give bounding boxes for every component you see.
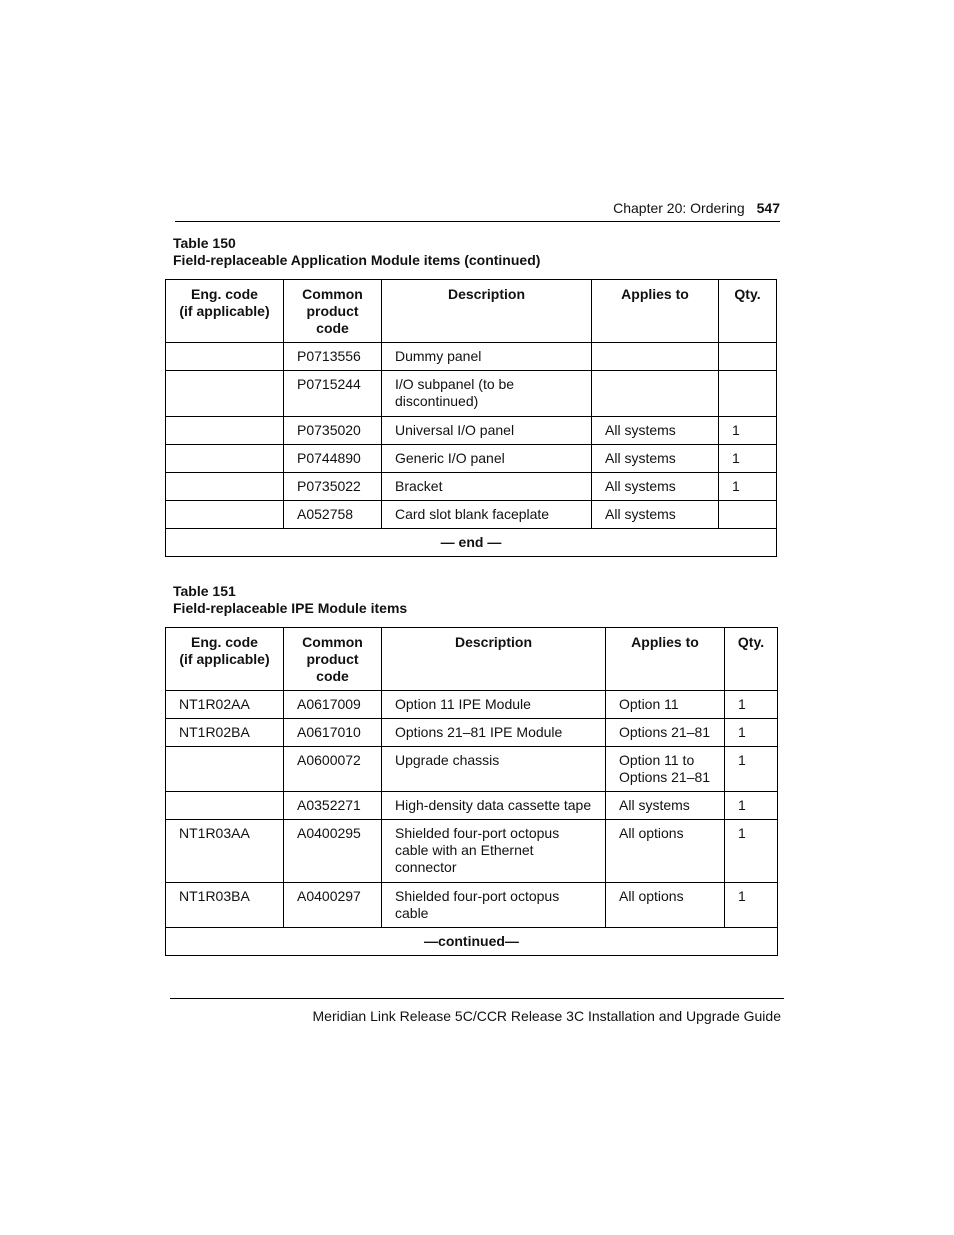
cell-eng-code: NT1R02BA: [166, 719, 284, 747]
table-row: [166, 883, 778, 928]
table-end-marker: — end —: [166, 529, 777, 557]
page-header: [175, 199, 780, 222]
cell-qty: [719, 371, 777, 417]
cell-description: Options 21–81 IPE Module: [382, 719, 606, 747]
cell-qty: 1: [725, 719, 778, 747]
cell-eng-code: [166, 343, 284, 371]
page-footer: [170, 998, 784, 1024]
cell-applies-to: [592, 371, 719, 417]
cell-eng-code: NT1R03BA: [166, 883, 284, 928]
cell-product-code: A0600072: [284, 747, 382, 792]
cell-qty: 1: [719, 445, 777, 473]
table-150-label: Table 150: [173, 235, 236, 251]
table-151: [165, 627, 778, 956]
cell-product-code: A0400295: [284, 820, 382, 883]
column-header-description: Description: [382, 280, 592, 343]
cell-description: Card slot blank faceplate: [382, 501, 592, 529]
cell-product-code: P0715244: [284, 371, 382, 417]
footer-title: Meridian Link Release 5C/CCR Release 3C Installation and Upgrade Guide: [312, 1008, 781, 1024]
cell-description: Dummy panel: [382, 343, 592, 371]
cell-qty: 1: [725, 820, 778, 883]
cell-eng-code: [166, 501, 284, 529]
cell-eng-code: [166, 371, 284, 417]
cell-eng-code: NT1R02AA: [166, 691, 284, 719]
cell-eng-code: [166, 792, 284, 820]
table-header-row: [166, 628, 778, 691]
cell-applies-to: All systems: [606, 792, 725, 820]
cell-applies-to: [592, 343, 719, 371]
column-header-product-code: Common product code: [284, 628, 382, 691]
cell-eng-code: [166, 445, 284, 473]
cell-eng-code: [166, 473, 284, 501]
table-151-title: Field-replaceable IPE Module items: [173, 600, 408, 616]
table-row: [166, 417, 777, 445]
column-header-qty: Qty.: [719, 280, 777, 343]
cell-description: Shielded four-port octopus cable with an Ethernet connector: [382, 820, 606, 883]
cell-qty: [719, 501, 777, 529]
cell-product-code: A0617009: [284, 691, 382, 719]
cell-applies-to: Option 11: [606, 691, 725, 719]
cell-eng-code: [166, 417, 284, 445]
cell-applies-to: All systems: [592, 417, 719, 445]
table-150-caption: [173, 235, 540, 269]
cell-description: Bracket: [382, 473, 592, 501]
table-151-label: Table 151: [173, 583, 236, 599]
cell-description: Universal I/O panel: [382, 417, 592, 445]
cell-applies-to: All systems: [592, 473, 719, 501]
cell-description: Shielded four-port octopus cable: [382, 883, 606, 928]
table-row: [166, 820, 778, 883]
table-151-caption: [173, 583, 407, 617]
cell-product-code: P0744890: [284, 445, 382, 473]
column-header-eng-code: Eng. code (if applicable): [166, 280, 284, 343]
cell-product-code: A052758: [284, 501, 382, 529]
cell-applies-to: Options 21–81: [606, 719, 725, 747]
cell-product-code: P0735022: [284, 473, 382, 501]
page-number: 547: [756, 200, 780, 216]
column-header-product-code: Common product code: [284, 280, 382, 343]
table-row: [166, 371, 777, 417]
table-end-marker: —continued—: [166, 928, 778, 956]
column-header-qty: Qty.: [725, 628, 778, 691]
column-header-eng-code: Eng. code (if applicable): [166, 628, 284, 691]
table-row: [166, 719, 778, 747]
table-row: [166, 501, 777, 529]
cell-applies-to: All options: [606, 883, 725, 928]
header-text: [613, 200, 780, 216]
column-header-applies-to: Applies to: [606, 628, 725, 691]
table-row: [166, 747, 778, 792]
cell-description: Option 11 IPE Module: [382, 691, 606, 719]
column-header-description: Description: [382, 628, 606, 691]
column-header-applies-to: Applies to: [592, 280, 719, 343]
table-row: [166, 343, 777, 371]
cell-description: High-density data cassette tape: [382, 792, 606, 820]
table-header-row: [166, 280, 777, 343]
cell-qty: 1: [725, 883, 778, 928]
cell-qty: 1: [719, 473, 777, 501]
cell-product-code: A0617010: [284, 719, 382, 747]
cell-description: Generic I/O panel: [382, 445, 592, 473]
cell-applies-to: All systems: [592, 445, 719, 473]
table-150-title: Field-replaceable Application Module items (continued): [173, 252, 541, 268]
table-row: [166, 691, 778, 719]
cell-qty: 1: [719, 417, 777, 445]
table-150: [165, 279, 777, 557]
cell-product-code: A0400297: [284, 883, 382, 928]
cell-eng-code: [166, 747, 284, 792]
cell-product-code: P0713556: [284, 343, 382, 371]
cell-qty: 1: [725, 747, 778, 792]
table-row: [166, 445, 777, 473]
table-row: [166, 473, 777, 501]
chapter-title: Chapter 20: Ordering: [613, 200, 745, 216]
cell-applies-to: All systems: [592, 501, 719, 529]
cell-qty: 1: [725, 792, 778, 820]
cell-applies-to: Option 11 to Options 21–81: [606, 747, 725, 792]
cell-qty: [719, 343, 777, 371]
cell-product-code: P0735020: [284, 417, 382, 445]
cell-qty: 1: [725, 691, 778, 719]
cell-applies-to: All options: [606, 820, 725, 883]
cell-eng-code: NT1R03AA: [166, 820, 284, 883]
cell-description: Upgrade chassis: [382, 747, 606, 792]
table-row: [166, 792, 778, 820]
cell-product-code: A0352271: [284, 792, 382, 820]
cell-description: I/O subpanel (to be discontinued): [382, 371, 592, 417]
